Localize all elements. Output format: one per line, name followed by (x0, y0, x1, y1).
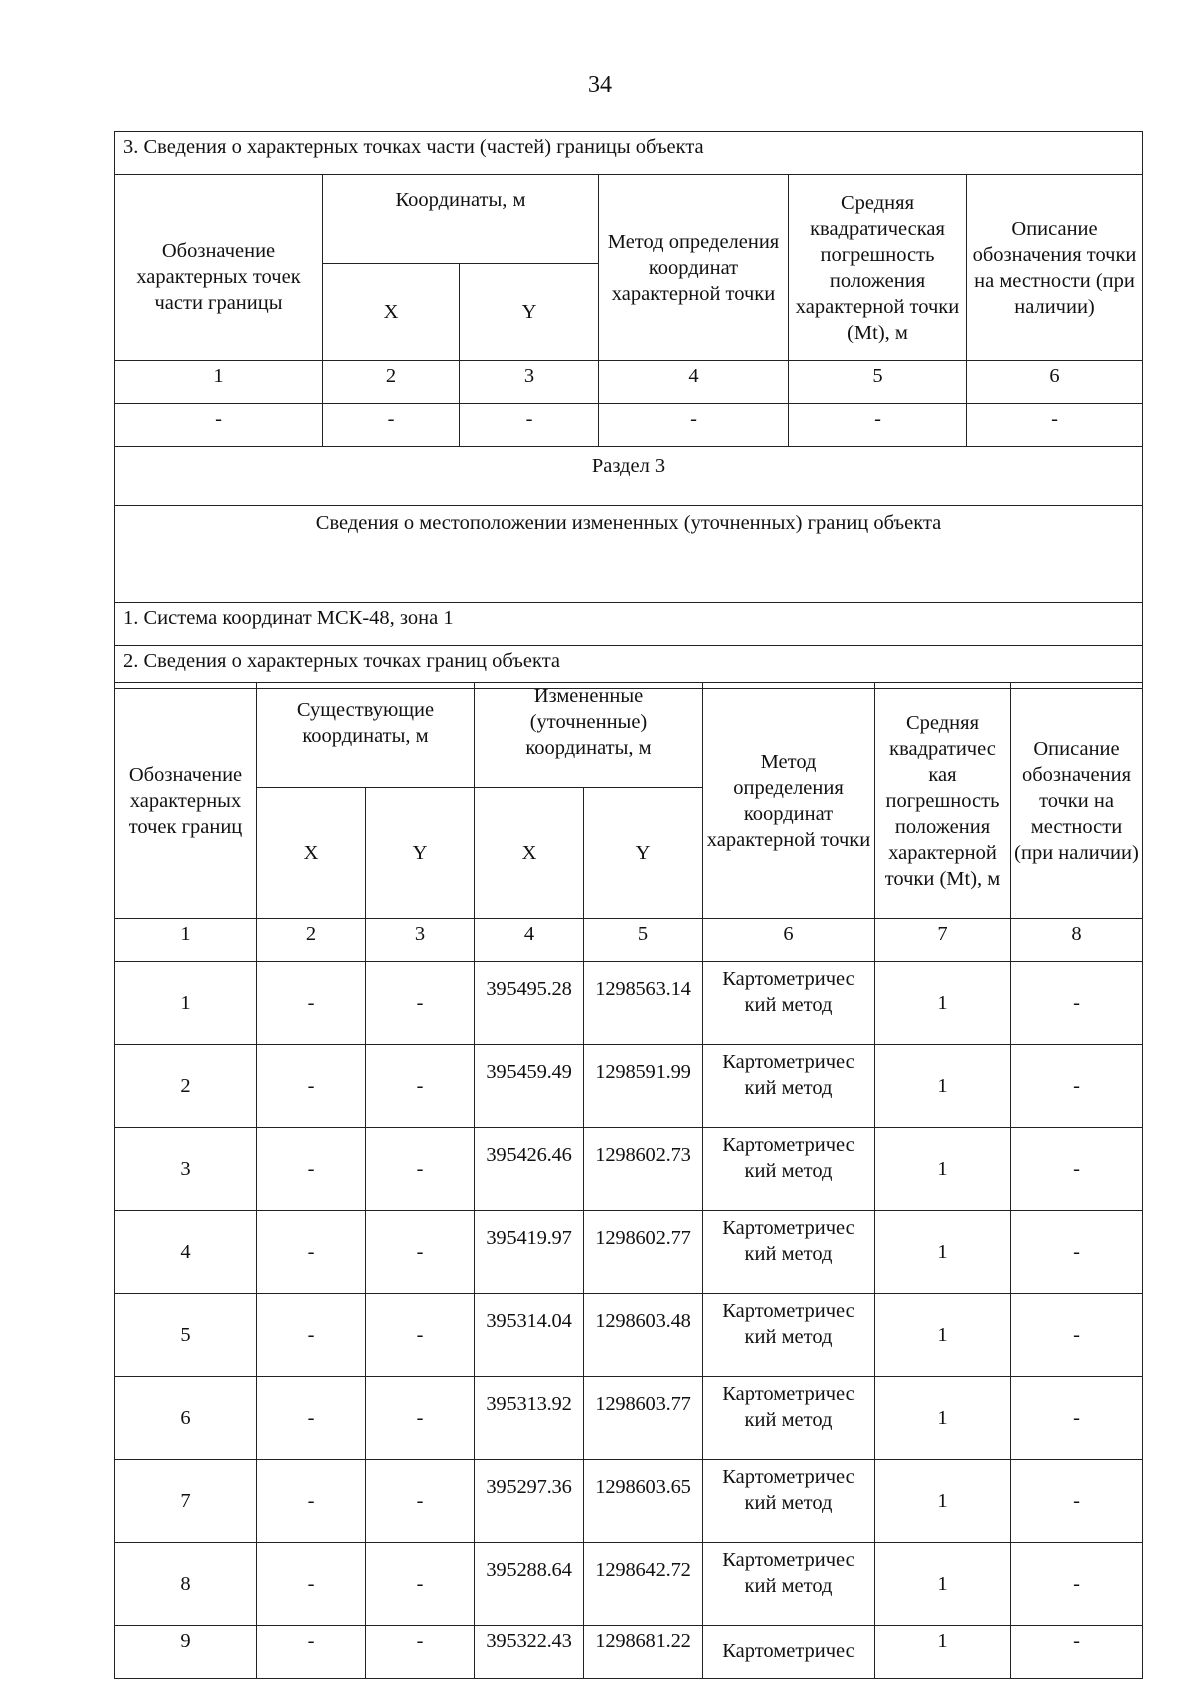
cell-changed-x: 395313.92 (475, 1377, 584, 1460)
part3-cell: - (599, 404, 789, 447)
table-row (115, 1128, 1143, 1211)
cell-mt-value: 1 (875, 1211, 1011, 1294)
cell-existing-y: - (366, 1211, 475, 1294)
cell-method: Картометричес кий метод (703, 1294, 875, 1377)
cell-point-number: 1 (115, 962, 257, 1045)
cell-mt-value: 1 (875, 1045, 1011, 1128)
cell-mt-value: 1 (875, 1128, 1011, 1211)
boundary-parts-table (114, 131, 1143, 689)
points-col-number: 2 (257, 919, 366, 962)
cell-changed-y: 1298602.77 (584, 1211, 703, 1294)
cell-mt-value: 1 (875, 1377, 1011, 1460)
cell-method: Картометричес кий метод (703, 962, 875, 1045)
cell-existing-y: - (366, 1128, 475, 1211)
cell-point-number: 8 (115, 1543, 257, 1626)
points-header-col1: Обозначение характерных точек границ (115, 683, 257, 919)
table-row (115, 1294, 1143, 1377)
points-header-method: Метод определения координат характерной точки (703, 683, 875, 919)
part3-header-description: Описание обозначения точки на местности (при наличии) (967, 175, 1143, 361)
cell-method: Картометричес кий метод (703, 1460, 875, 1543)
cell-method: Картометричес кий метод (703, 1045, 875, 1128)
cell-point-number: 2 (115, 1045, 257, 1128)
cell-description: - (1011, 1294, 1143, 1377)
points-header-changed-x: X (475, 788, 584, 919)
cell-method: Картометричес кий метод (703, 1128, 875, 1211)
cell-changed-x: 395419.97 (475, 1211, 584, 1294)
points-header-description: Описание обозначения точки на местности (при наличии) (1011, 683, 1143, 919)
points-col-number: 3 (366, 919, 475, 962)
cell-existing-x: - (257, 1626, 366, 1679)
points-col-number: 1 (115, 919, 257, 962)
part3-col-number: 6 (967, 361, 1143, 404)
cell-mt-value: 1 (875, 1543, 1011, 1626)
points-header-existing: Существующие координаты, м (257, 683, 475, 788)
cell-changed-y: 1298642.72 (584, 1543, 703, 1626)
points-body (115, 962, 1143, 1679)
points-col-number: 6 (703, 919, 875, 962)
part3-header-coords: Координаты, м (323, 175, 599, 264)
section-subtitle: Сведения о местоположении измененных (уточненных) границ объекта (115, 506, 1143, 603)
cell-mt-value: 1 (875, 1460, 1011, 1543)
cell-changed-x: 395297.36 (475, 1460, 584, 1543)
points-header-error: Средняя квадратичес кая погрешность положения характерной точки (Mt), м (875, 683, 1011, 919)
table-row (115, 962, 1143, 1045)
table-row (115, 1045, 1143, 1128)
cell-existing-x: - (257, 1045, 366, 1128)
points-col-number: 7 (875, 919, 1011, 962)
points-header-existing-y: Y (366, 788, 475, 919)
cell-existing-y: - (366, 1377, 475, 1460)
cell-changed-y: 1298603.77 (584, 1377, 703, 1460)
cell-description: - (1011, 1128, 1143, 1211)
cell-changed-x: 395322.43 (475, 1626, 584, 1679)
part3-header-points: Обозначение характерных точек части границы (115, 175, 323, 361)
table-row (115, 1626, 1143, 1679)
cell-existing-y: - (366, 1626, 475, 1679)
cell-changed-x: 395314.04 (475, 1294, 584, 1377)
cell-description: - (1011, 1626, 1143, 1679)
cell-changed-x: 395495.28 (475, 962, 584, 1045)
part3-col-number: 1 (115, 361, 323, 404)
cell-method: Картометричес кий метод (703, 1377, 875, 1460)
cell-point-number: 7 (115, 1460, 257, 1543)
cell-mt-value: 1 (875, 1626, 1011, 1679)
boundary-points-table (114, 682, 1143, 1679)
cell-existing-x: - (257, 1543, 366, 1626)
cell-existing-y: - (366, 1045, 475, 1128)
cell-changed-y: 1298681.22 (584, 1626, 703, 1679)
cell-point-number: 4 (115, 1211, 257, 1294)
cell-point-number: 9 (115, 1626, 257, 1679)
part3-col-number: 3 (460, 361, 599, 404)
part3-col-number: 2 (323, 361, 460, 404)
cell-method: Картометричес (703, 1626, 875, 1679)
cell-existing-x: - (257, 1128, 366, 1211)
cell-existing-x: - (257, 1211, 366, 1294)
cell-existing-y: - (366, 962, 475, 1045)
points-header-existing-x: X (257, 788, 366, 919)
cell-method: Картометричес кий метод (703, 1211, 875, 1294)
part3-col-number: 5 (789, 361, 967, 404)
cell-description: - (1011, 962, 1143, 1045)
part3-header-error: Средняя квадратическая погрешность положения характерной точки (Mt), м (789, 175, 967, 361)
cell-description: - (1011, 1211, 1143, 1294)
cell-point-number: 6 (115, 1377, 257, 1460)
cell-description: - (1011, 1377, 1143, 1460)
cell-existing-x: - (257, 1377, 366, 1460)
part3-header-y: Y (460, 264, 599, 361)
points-col-number: 8 (1011, 919, 1143, 962)
cell-changed-y: 1298591.99 (584, 1045, 703, 1128)
page-number: 34 (588, 72, 612, 98)
points-title: 2. Сведения о характерных точках границ объекта (115, 646, 1143, 689)
points-header-changed-y: Y (584, 788, 703, 919)
cell-point-number: 3 (115, 1128, 257, 1211)
cell-description: - (1011, 1543, 1143, 1626)
section-label: Раздел 3 (115, 447, 1143, 506)
table-row (115, 1211, 1143, 1294)
points-col-number: 4 (475, 919, 584, 962)
part3-cell: - (967, 404, 1143, 447)
coord-system: 1. Система координат МСК-48, зона 1 (115, 603, 1143, 646)
cell-changed-x: 395426.46 (475, 1128, 584, 1211)
part3-cell: - (460, 404, 599, 447)
part3-header-x: X (323, 264, 460, 361)
table-row (115, 1543, 1143, 1626)
cell-existing-x: - (257, 1294, 366, 1377)
cell-description: - (1011, 1460, 1143, 1543)
part3-cell: - (323, 404, 460, 447)
cell-changed-x: 395288.64 (475, 1543, 584, 1626)
cell-mt-value: 1 (875, 1294, 1011, 1377)
cell-existing-y: - (366, 1294, 475, 1377)
points-col-number: 5 (584, 919, 703, 962)
points-header-changed: Измененные (уточненные) координаты, м (475, 683, 703, 788)
cell-changed-x: 395459.49 (475, 1045, 584, 1128)
cell-point-number: 5 (115, 1294, 257, 1377)
cell-changed-y: 1298603.65 (584, 1460, 703, 1543)
part3-cell: - (115, 404, 323, 447)
cell-changed-y: 1298603.48 (584, 1294, 703, 1377)
cell-method: Картометричес кий метод (703, 1543, 875, 1626)
cell-existing-x: - (257, 962, 366, 1045)
table-row (115, 1377, 1143, 1460)
cell-existing-y: - (366, 1543, 475, 1626)
cell-existing-y: - (366, 1460, 475, 1543)
part3-header-method: Метод определения координат характерной точки (599, 175, 789, 361)
part3-cell: - (789, 404, 967, 447)
table-row (115, 1460, 1143, 1543)
cell-changed-y: 1298602.73 (584, 1128, 703, 1211)
cell-mt-value: 1 (875, 962, 1011, 1045)
part3-col-number: 4 (599, 361, 789, 404)
cell-changed-y: 1298563.14 (584, 962, 703, 1045)
cell-description: - (1011, 1045, 1143, 1128)
part3-title: 3. Сведения о характерных точках части (частей) границы объекта (115, 132, 1143, 175)
cell-existing-x: - (257, 1460, 366, 1543)
